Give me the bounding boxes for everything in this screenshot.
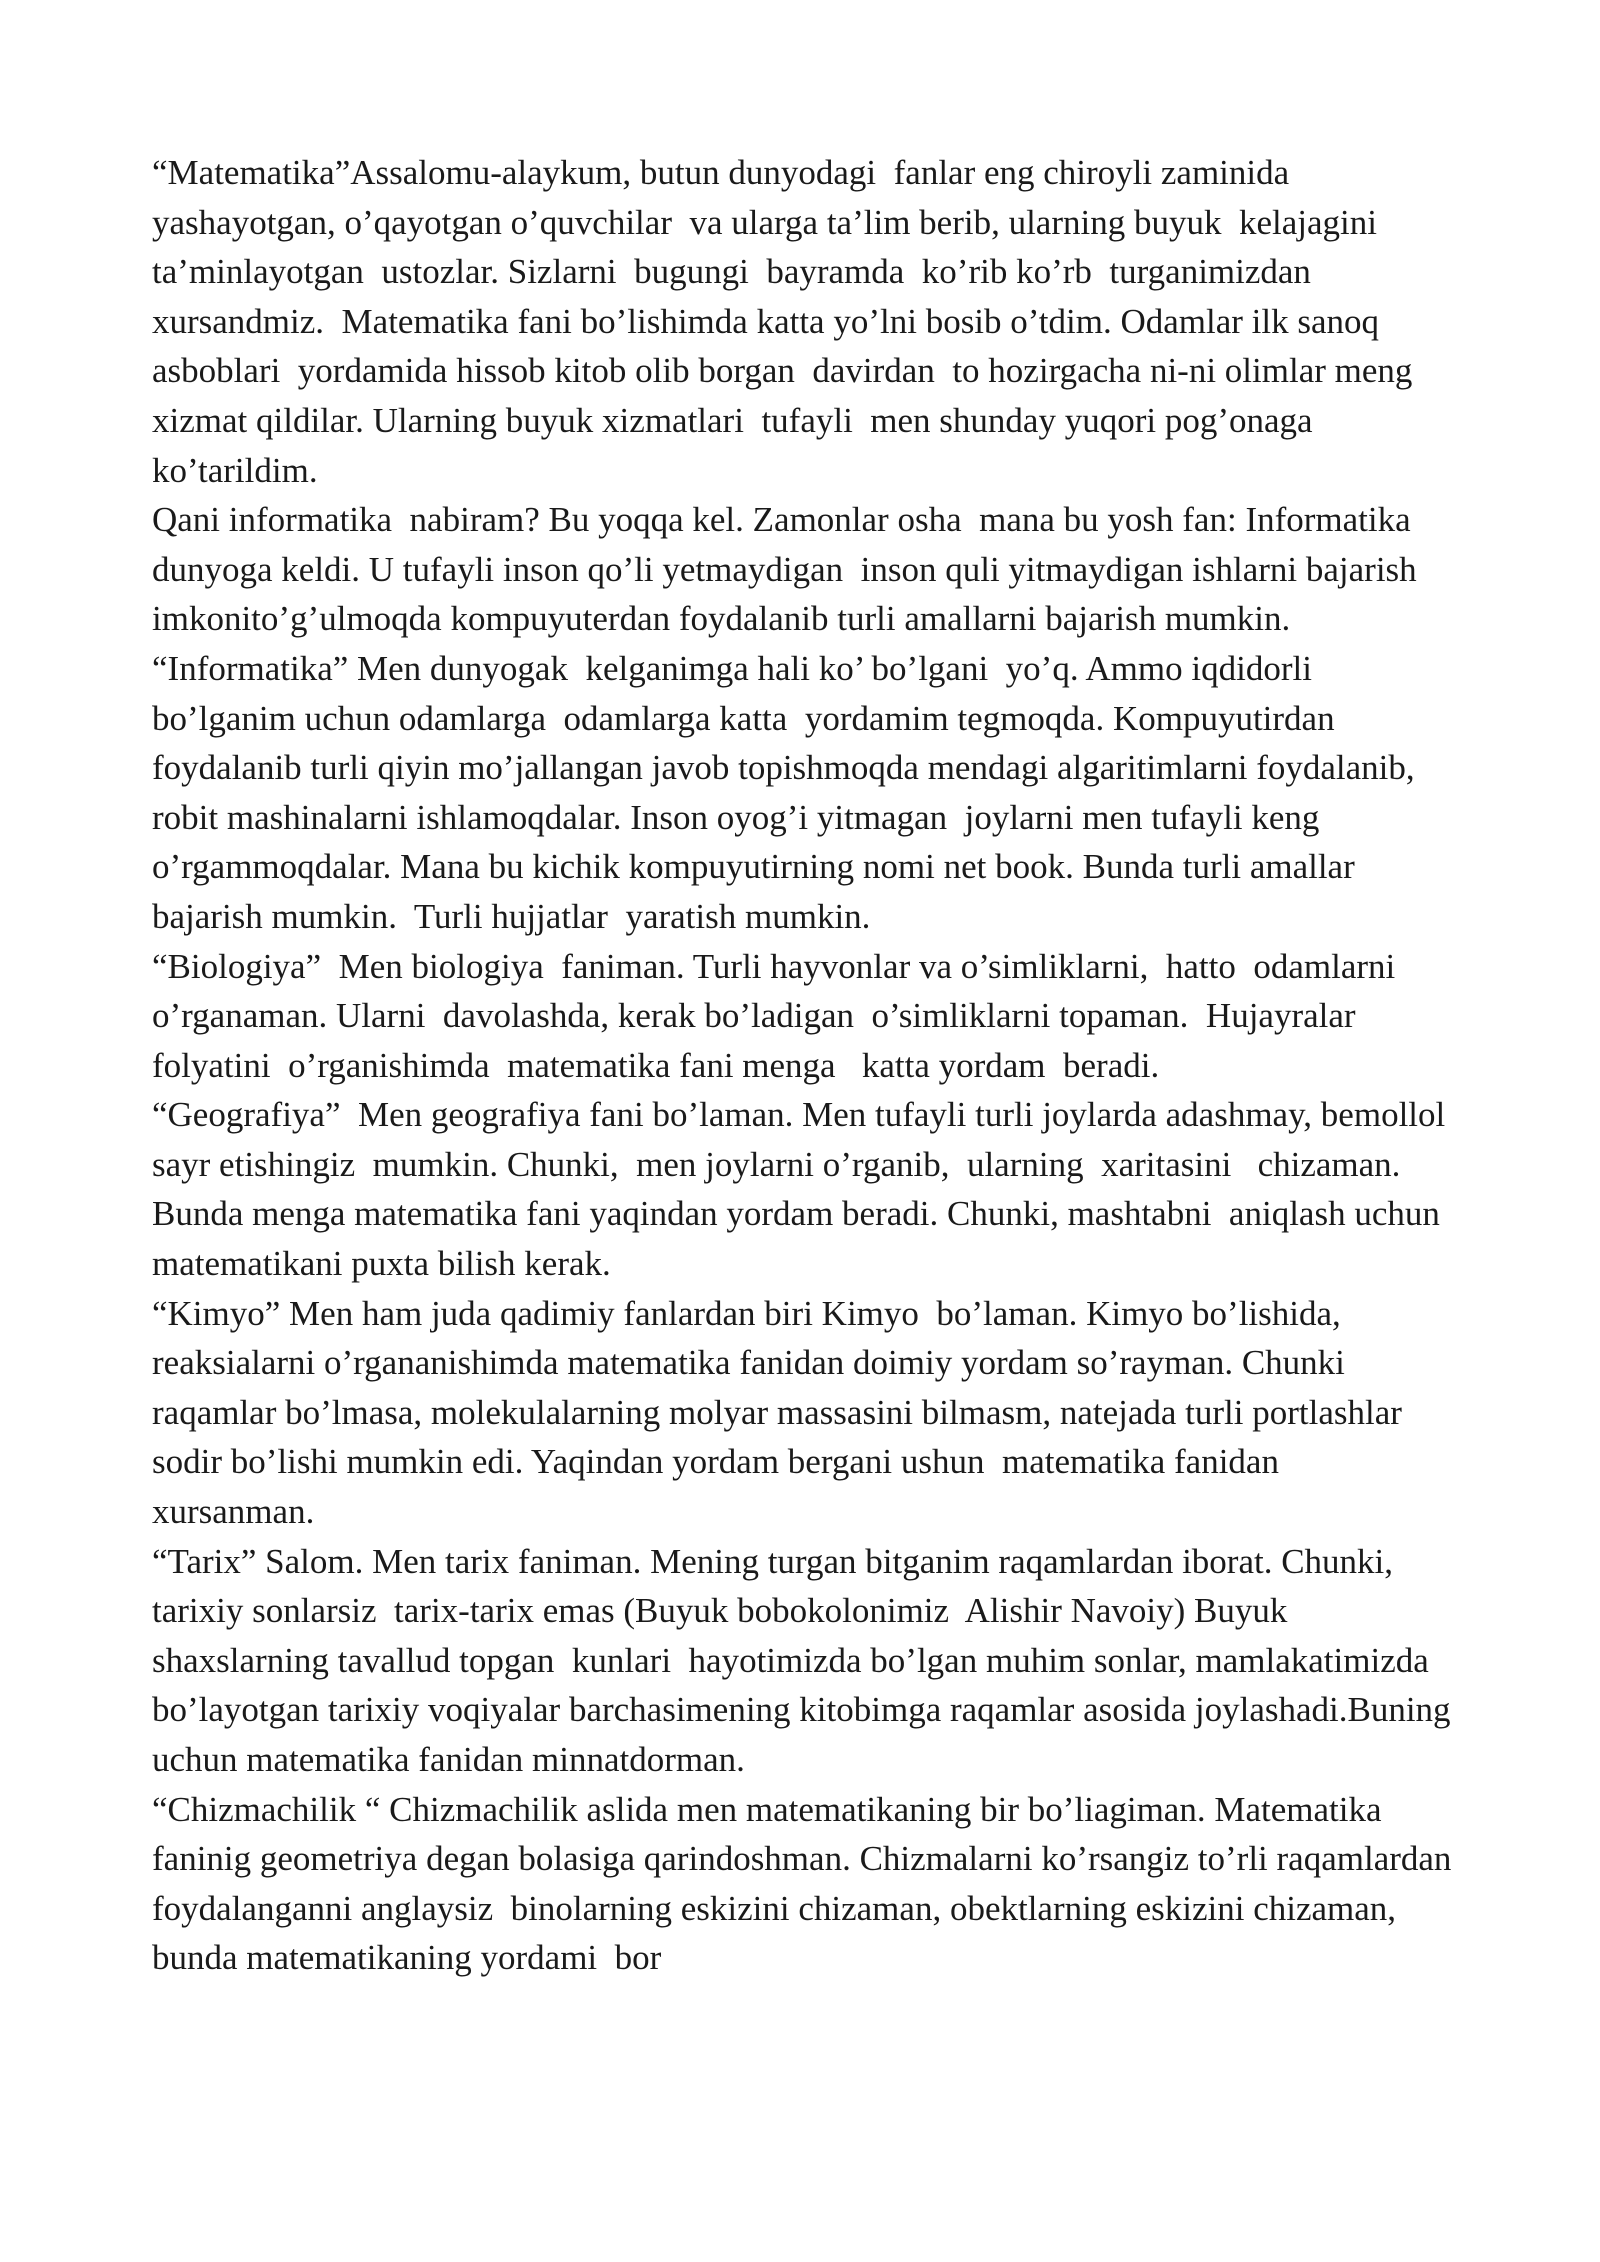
text-line: xizmat qildilar. Ularning buyuk xizmatlari tufayli men shunday yuqori pog’onaga [152, 400, 1313, 440]
text-line: ko’tarildim. [152, 450, 318, 490]
document-body [152, 148, 1562, 1983]
text-line: “Chizmachilik “ Chizmachilik aslida men matematikaning bir bo’liagiman. Matematika [152, 1789, 1382, 1829]
text-line: foydalanib turli qiyin mo’jallangan javob topishmoqda mendagi algaritimlarni foydalanib, [152, 748, 1415, 788]
text-line: sayr etishingiz mumkin. Chunki, men joylarni o’rganib, ularning xaritasini chizaman. [152, 1144, 1401, 1184]
text-line: “Biologiya” Men biologiya faniman. Turli hayvonlar va o’simliklarni, hatto odamlarni [152, 946, 1396, 986]
text-line: raqamlar bo’lmasa, molekulalarning molyar massasini bilmasm, natejada turli portlashlar [152, 1392, 1402, 1432]
text-line: shaxslarning tavallud topgan kunlari hayotimizda bo’lgan muhim sonlar, mamlakatimizda [152, 1640, 1429, 1680]
text-line: uchun matematika fanidan minnatdorman. [152, 1740, 745, 1779]
text-line: robit mashinalarni ishlamoqdalar. Inson oyog’i yitmagan joylarni men tufayli keng [152, 797, 1320, 837]
text-line: tarixiy sonlarsiz tarix-tarix emas (Buyuk bobokolonimiz Alishir Navoiy) Buyuk [152, 1591, 1288, 1631]
text-line: “Kimyo” Men ham juda qadimiy fanlardan biri Kimyo bo’laman. Kimyo bo’lishida, [152, 1293, 1341, 1333]
text-line: bo’layotgan tarixiy voqiyalar barchasimening kitobimga raqamlar asosida joylashadi.Buning [152, 1690, 1451, 1730]
text-line: xursandmiz. Matematika fani bo’lishimda katta yo’lni bosib o’tdim. Odamlar ilk sanoq [152, 301, 1380, 341]
text-line: “Matematika”Assalomu-alaykum, butun dunyodagi fanlar eng chiroyli zaminida [152, 153, 1290, 192]
text-line: xursanman. [152, 1492, 315, 1532]
text-line: imkonito’g’ulmoqda kompuyuterdan foydalanib turli amallarni bajarish mumkin. [152, 599, 1291, 639]
text-line: reaksialarni o’rgananishimda matematika fanidan doimiy yordam so’rayman. Chunki [152, 1343, 1345, 1383]
text-line: matematikani puxta bilish kerak. [152, 1244, 611, 1284]
text-line: o’rgammoqdalar. Mana bu kichik kompuyutirning nomi net book. Bunda turli amallar [152, 847, 1355, 887]
text-line: Qani informatika nabiram? Bu yoqqa kel. Zamonlar osha mana bu yosh fan: Informatika [152, 500, 1411, 540]
text-line: sodir bo’lishi mumkin edi. Yaqindan yordam bergani ushun matematika fanidan [152, 1442, 1279, 1482]
text-line: faninig geometriya degan bolasiga qarindoshman. Chizmalarni ko’rsangiz to’rli raqamlardan [152, 1839, 1452, 1879]
text-line: o’rganaman. Ularni davolashda, kerak bo’ladigan o’simliklarni topaman. Hujayralar [152, 996, 1356, 1036]
text-line: dunyoga keldi. U tufayli inson qo’li yetmaydigan inson quli yitmaydigan ishlarni bajarish [152, 549, 1417, 589]
text-line: “Tarix” Salom. Men tarix faniman. Mening turgan bitganim raqamlardan iborat. Chunki, [152, 1541, 1394, 1581]
text-line: asboblari yordamida hissob kitob olib borgan davirdan to hozirgacha ni-ni olimlar meng [152, 351, 1413, 391]
text-line: bunda matematikaning yordami bor [152, 1938, 662, 1978]
text-line: bajarish mumkin. Turli hujjatlar yaratish mumkin. [152, 896, 871, 936]
text-line: foydalanganni anglaysiz binolarning eskizini chizaman, obektlarning eskizini chizaman, [152, 1888, 1397, 1928]
text-line: Bunda menga matematika fani yaqindan yordam beradi. Chunki, mashtabni aniqlash uchun [152, 1194, 1440, 1234]
text-line: folyatini o’rganishimda matematika fani menga katta yordam beradi. [152, 1045, 1160, 1085]
text-line: “Informatika” Men dunyogak kelganimga hali ko’ bo’lgani yo’q. Ammo iqdidorli [152, 648, 1312, 688]
text-line: bo’lganim uchun odamlarga odamlarga katta yordamim tegmoqda. Kompuyutirdan [152, 698, 1335, 738]
text-line: yashayotgan, o’qayotgan o’quvchilar va ularga ta’lim berib, ularning buyuk kelajagini [152, 202, 1377, 242]
text-line: ta’minlayotgan ustozlar. Sizlarni bugungi bayramda ko’rib ko’rb turganimizdan [152, 252, 1311, 292]
text-line: “Geografiya” Men geografiya fani bo’laman. Men tufayli turli joylarda adashmay, bemollol [152, 1095, 1446, 1135]
